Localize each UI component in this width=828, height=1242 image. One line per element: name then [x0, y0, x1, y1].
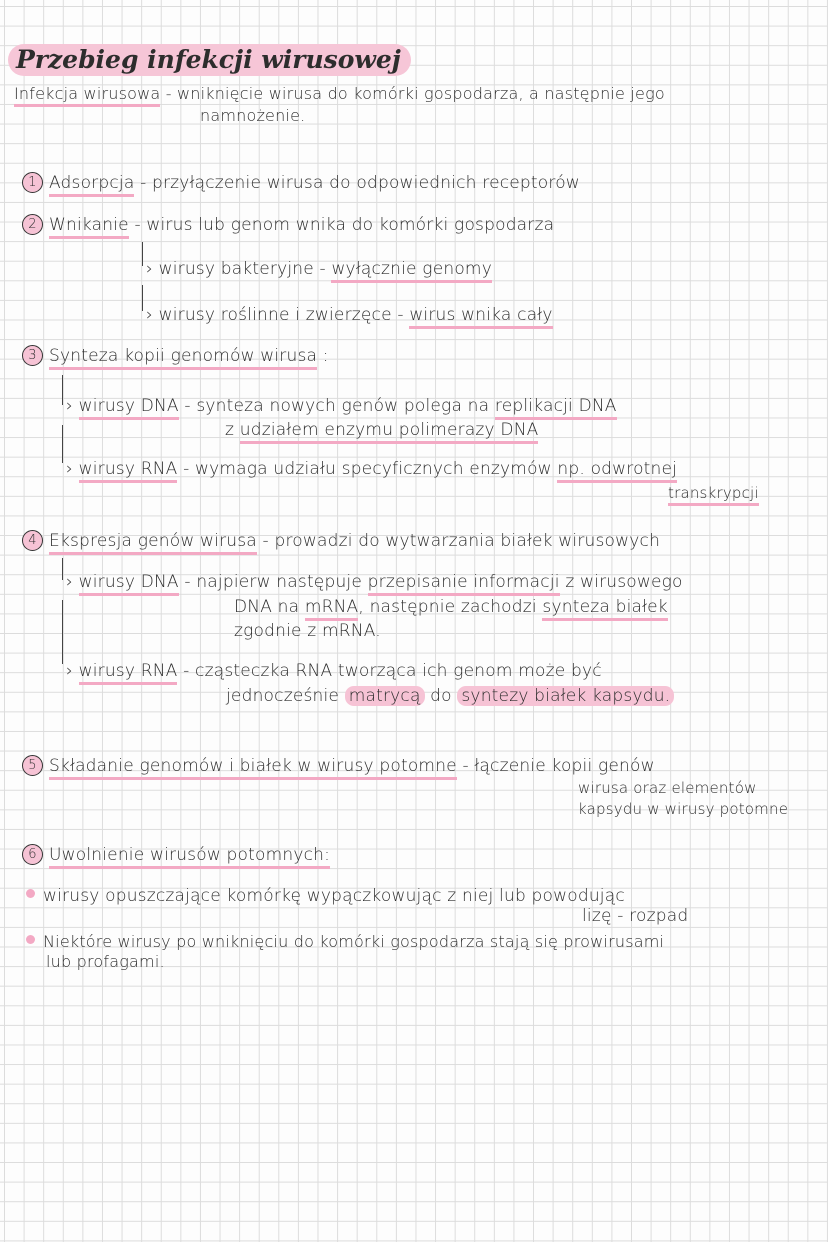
step-term: Wnikanie — [49, 215, 129, 239]
sub-def: - wymaga udziału specyficznych enzymów — [183, 459, 552, 479]
arrow-icon — [142, 285, 143, 311]
bullet-text: Niektóre wirusy po wniknięciu do komórki gospodarza stają się prowirusami — [43, 932, 665, 951]
sep: - — [391, 305, 410, 325]
step-3 — [22, 345, 329, 366]
sub-def: - najpierw następuje — [184, 572, 363, 592]
step-number: 1 — [22, 172, 43, 193]
step-4-sub-cont — [234, 597, 668, 617]
step-term: Ekspresja genów wirusa — [49, 531, 257, 555]
intro-line — [14, 84, 665, 103]
sub-def: wyłącznie genomy — [331, 259, 492, 283]
step-4 — [22, 530, 660, 551]
step-def: - przyłączenie wirusa do odpowiednich receptorów — [140, 173, 580, 193]
sub-label: wirusy DNA — [79, 396, 179, 420]
step-def: : — [322, 346, 329, 366]
step-5-cont: kapsydu w wirusy potomne — [578, 800, 789, 818]
sub-def: wirus wnika cały — [409, 305, 552, 329]
sub-label: wirusy DNA — [79, 572, 179, 596]
sub-highlight: udziałem enzymu polimerazy DNA — [240, 420, 539, 444]
intro-def-cont: namnożenie. — [200, 106, 306, 125]
step-term: Synteza kopii genomów wirusa — [49, 346, 317, 370]
sub-def: - synteza nowych genów polega na — [184, 396, 490, 416]
text: DNA na — [234, 597, 300, 617]
step-term: Adsorpcja — [49, 173, 134, 197]
sub-highlight: syntezy białek kapsydu. — [457, 686, 674, 706]
bullet-icon — [26, 889, 35, 898]
step-4-sub-cont — [226, 686, 674, 706]
sub-highlight: replikacji DNA — [495, 396, 617, 420]
step-2 — [22, 214, 554, 235]
sub-highlight: transkrypcji — [668, 484, 759, 506]
sub-highlight: np. odwrotnej — [557, 459, 677, 483]
bullet-text: wirusy opuszczające komórkę wypączkowując z niej lub powodując — [43, 886, 625, 906]
step-number: 2 — [22, 214, 43, 235]
step-def: - łączenie kopii genów — [462, 756, 655, 776]
step-number: 3 — [22, 345, 43, 366]
arrow-icon — [62, 600, 63, 664]
sub-highlight: przepisanie informacji — [368, 572, 560, 596]
sub-highlight: synteza białek — [542, 597, 667, 621]
step-number: 6 — [22, 844, 43, 865]
bullet-item — [26, 932, 664, 951]
step-number: 5 — [22, 755, 43, 776]
arrow-icon — [142, 242, 143, 266]
sub-def: - cząsteczka RNA tworząca ich genom może być — [183, 661, 602, 681]
sub-highlight: matrycą — [345, 686, 425, 706]
step-2-sub: › wirusy roślinne i zwierzęce - wirus wnika cały — [146, 305, 553, 325]
text: z wirusowego — [565, 572, 683, 592]
step-4-sub-cont: zgodnie z mRNA. — [234, 621, 381, 641]
bullet-icon — [26, 935, 35, 944]
step-1 — [22, 172, 580, 193]
step-def: - prowadzi do wytwarzania białek wirusowych — [262, 531, 661, 551]
bullet-cont: lub profagami. — [46, 952, 165, 971]
sub-label: wirusy RNA — [79, 661, 178, 685]
sub-highlight: mRNA — [305, 597, 359, 621]
sep: - — [313, 259, 332, 279]
step-4-sub: › wirusy DNA - najpierw następuje przepisanie informacji z wirusowego — [66, 572, 683, 592]
step-3-sub: › wirusy RNA - wymaga udziału specyficznych enzymów np. odwrotnej — [66, 459, 677, 479]
step-5 — [22, 755, 655, 776]
arrow-icon — [62, 425, 63, 463]
step-5-cont: wirusa oraz elementów — [578, 779, 757, 797]
step-2-sub: › wirusy bakteryjne - wyłącznie genomy — [146, 259, 492, 279]
sub-label: wirusy RNA — [79, 459, 178, 483]
step-term: Uwolnienie wirusów potomnych: — [49, 845, 330, 869]
step-3-sub: › wirusy DNA - synteza nowych genów polega na replikacji DNA — [66, 396, 617, 416]
text: jednocześnie — [226, 686, 340, 706]
text: , następnie zachodzi — [358, 597, 537, 617]
bullet-item — [26, 886, 625, 906]
sub-label: wirusy bakteryjne — [158, 259, 314, 279]
step-6 — [22, 844, 330, 865]
step-term: Składanie genomów i białek w wirusy potomne — [49, 756, 457, 780]
intro-term: Infekcja wirusowa — [14, 84, 160, 107]
page-title: Przebieg infekcji wirusowej — [8, 44, 411, 76]
step-def: - wirus lub genom wnika do komórki gospodarza — [134, 215, 555, 235]
step-3-sub-cont — [668, 484, 759, 502]
arrow-icon — [62, 558, 63, 580]
step-number: 4 — [22, 530, 43, 551]
text: do — [430, 686, 452, 706]
text: z — [225, 420, 235, 440]
arrow-icon — [62, 375, 63, 405]
step-4-sub: › wirusy RNA - cząsteczka RNA tworząca ich genom może być — [66, 661, 602, 681]
sub-label: wirusy roślinne i zwierzęce — [158, 305, 392, 325]
intro-def: - wniknięcie wirusa do komórki gospodarza, a następnie jego — [165, 84, 665, 103]
bullet-cont: lizę - rozpad — [582, 906, 689, 926]
step-3-sub-cont — [225, 420, 538, 440]
